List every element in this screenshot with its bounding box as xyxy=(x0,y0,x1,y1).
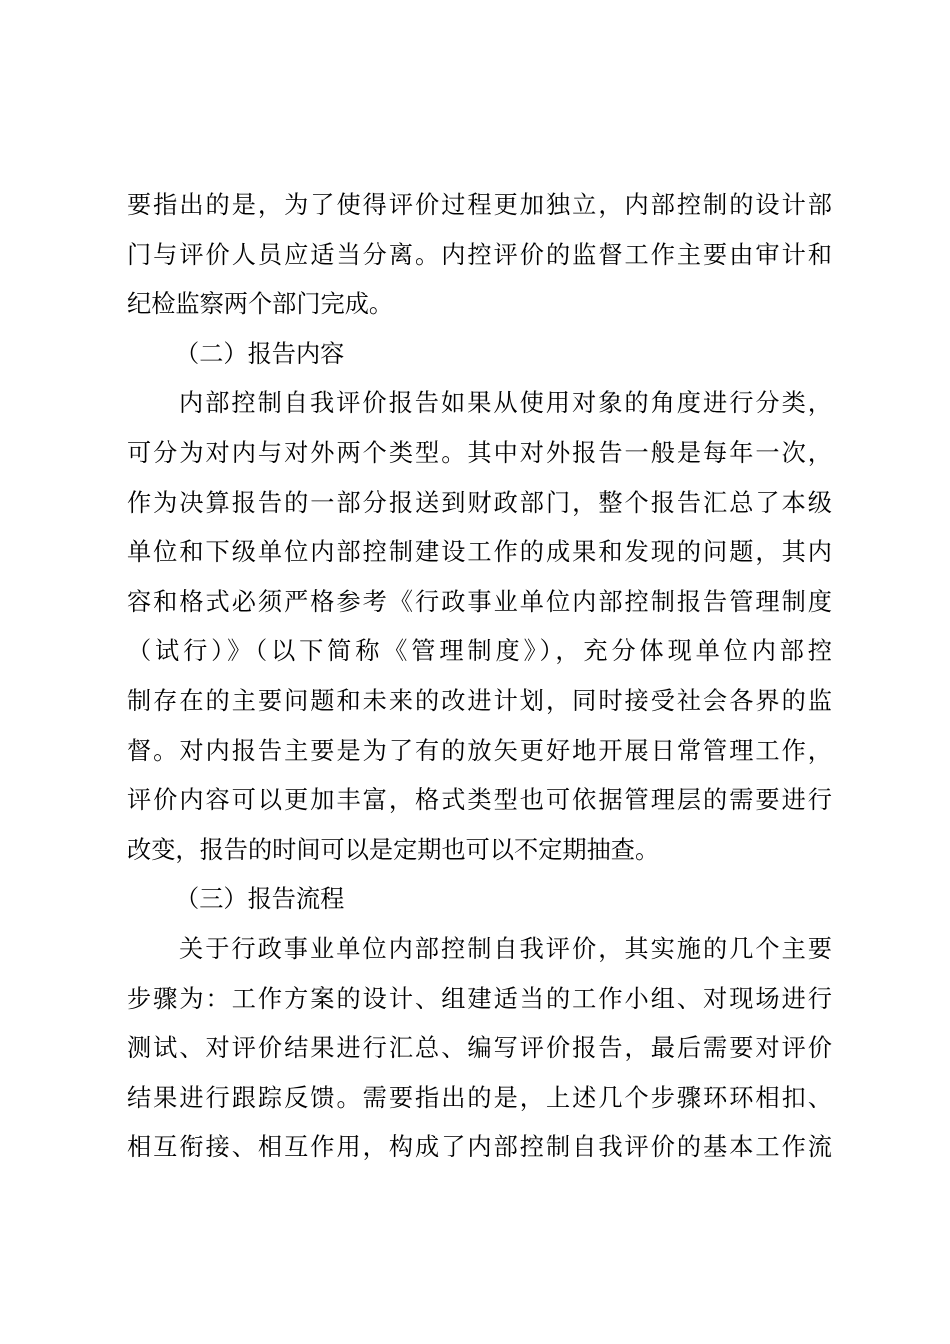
paragraph-line: 结果进行跟踪反馈。需要指出的是，上述几个步骤环环相扣、 xyxy=(127,1083,832,1112)
paragraph-line: 相互衔接、相互作用，构成了内部控制自我评价的基本工作流 xyxy=(127,1133,832,1162)
paragraph-line: 可分为对内与对外两个类型。其中对外报告一般是每年一次， xyxy=(127,438,832,467)
paragraph-line: 督。对内报告主要是为了有的放矢更好地开展日常管理工作， xyxy=(127,736,832,765)
document-body xyxy=(127,181,832,1173)
paragraph-line: （试行）》（以下简称《管理制度》），充分体现单位内部控 xyxy=(127,637,832,666)
paragraph-line: 评价内容可以更加丰富，格式类型也可依据管理层的需要进行 xyxy=(127,786,832,815)
paragraph-line: 测试、对评价结果进行汇总、编写评价报告，最后需要对评价 xyxy=(127,1034,832,1063)
paragraph-line: 单位和下级单位内部控制建设工作的成果和发现的问题，其内 xyxy=(127,538,832,567)
paragraph-line: 纪检监察两个部门完成。 xyxy=(127,290,394,319)
paragraph-line: 要指出的是，为了使得评价过程更加独立，内部控制的设计部 xyxy=(127,191,832,219)
section-heading-report-content: （二）报告内容 xyxy=(175,339,345,368)
paragraph-line: 门与评价人员应适当分离。内控评价的监督工作主要由审计和 xyxy=(127,240,832,269)
paragraph-line: 制存在的主要问题和未来的改进计划，同时接受社会各界的监 xyxy=(127,686,832,715)
paragraph-line: 改变，报告的时间可以是定期也可以不定期抽查。 xyxy=(127,835,660,864)
paragraph-line: 关于行政事业单位内部控制自我评价，其实施的几个主要 xyxy=(179,934,832,963)
section-heading-report-process: （三）报告流程 xyxy=(175,885,345,914)
paragraph-line: 内部控制自我评价报告如果从使用对象的角度进行分类， xyxy=(179,389,832,418)
paragraph-line: 步骤为：工作方案的设计、组建适当的工作小组、对现场进行 xyxy=(127,984,832,1013)
paragraph-line: 作为决算报告的一部分报送到财政部门，整个报告汇总了本级 xyxy=(127,488,832,517)
paragraph-line: 容和格式必须严格参考《行政事业单位内部控制报告管理制度 xyxy=(127,587,832,616)
